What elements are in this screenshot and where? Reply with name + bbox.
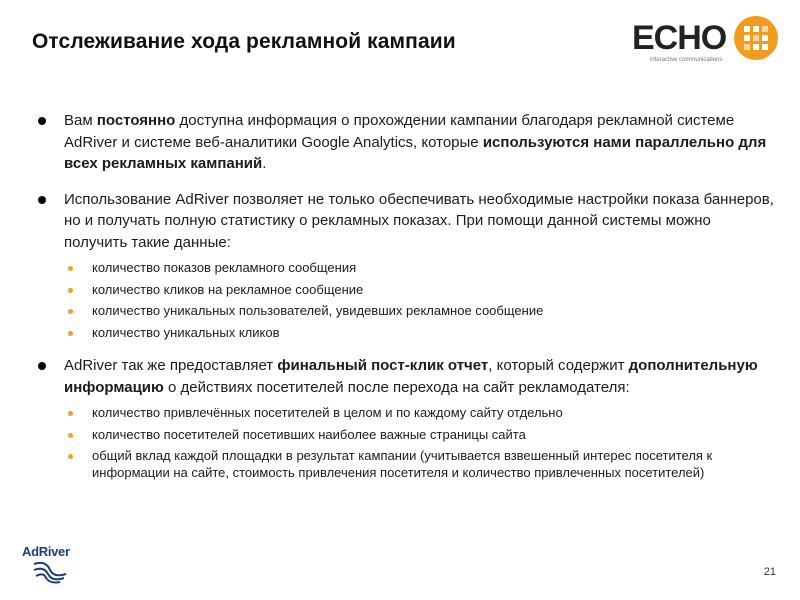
adriver-logo-mark — [32, 560, 76, 584]
sub-list-item-text: количество привлечённых посетителей в целом и по каждому сайту отдельно — [92, 405, 563, 420]
bullet-icon — [38, 362, 46, 370]
sub-list — [64, 260, 776, 341]
bold-text: используются нами параллельно для всех рекламных кампаний — [64, 133, 767, 172]
echo-logo-subtext: interactive communications — [650, 57, 723, 63]
page-number: 21 — [763, 566, 776, 578]
slide-title: Отслеживание хода рекламной кампаии — [32, 30, 456, 53]
body-text: Использование AdRiver позволяет не только обеспечивать необходимые настройки показа баннеров, но и получать полную статистику о рекламных показах. При помощи данной системы можно получить такие данные: — [64, 190, 774, 251]
sub-list-item-text: общий вклад каждой площадки в результат кампании (учитывается взвешенный интерес посетителя к информации на сайте, стоимость привлечения посетителя и количество привлеченных посетителей) — [92, 448, 713, 480]
body-text: доступна информация о прохождении кампании благодаря рекламной системе AdRiver и системе веб-аналитики Google Analytics, которые — [64, 112, 735, 151]
echo-logo — [632, 14, 780, 70]
bullet-icon — [38, 196, 46, 204]
body-text: , который содержит — [488, 357, 629, 374]
sub-list-item — [64, 260, 776, 277]
sub-list-item-text: количество уникальных пользователей, увидевших рекламное сообщение — [92, 303, 544, 318]
sub-list-item-text: количество кликов на рекламное сообщение — [92, 281, 364, 297]
sub-list-item — [64, 427, 776, 444]
sub-list-item — [64, 405, 776, 422]
sub-list-item — [64, 448, 776, 481]
body-text: Вам — [64, 112, 97, 129]
body-text: AdRiver так же предоставляет — [64, 357, 278, 374]
bold-text: постоянно — [96, 112, 176, 129]
slide-content — [36, 110, 776, 486]
bullet-icon — [38, 117, 46, 125]
sub-bullet-icon — [68, 331, 73, 336]
sub-list-item-text: количество уникальных кликов — [92, 324, 280, 340]
sub-list-item — [64, 325, 776, 342]
sub-list-item — [64, 282, 776, 299]
bold-text: финальный пост-клик отчет — [277, 357, 489, 374]
sub-list-item-text: количество посетителей посетивших наиболее важные страницы сайта — [92, 426, 526, 442]
bullet-item — [36, 355, 776, 481]
bold-text: дополнительную информацию — [64, 357, 758, 396]
body-text: . — [262, 155, 267, 172]
sub-bullet-icon — [68, 411, 73, 416]
adriver-logo-text: AdRiver — [22, 544, 70, 559]
sub-bullet-icon — [68, 266, 73, 271]
sub-bullet-icon — [68, 454, 73, 459]
sub-bullet-icon — [68, 288, 73, 293]
echo-logo-mark — [734, 16, 778, 60]
bullet-item — [36, 189, 776, 342]
bullet-item — [36, 110, 776, 175]
sub-list — [64, 405, 776, 481]
adriver-logo — [22, 544, 82, 584]
sub-list-item — [64, 303, 776, 320]
sub-list-item-text: количество показов рекламного сообщения — [92, 260, 357, 275]
echo-logo-text: ECHO — [632, 19, 727, 57]
sub-bullet-icon — [68, 433, 73, 438]
sub-bullet-icon — [68, 309, 73, 314]
body-text: о действиях посетителей после перехода на сайт рекламодателя: — [163, 378, 630, 396]
